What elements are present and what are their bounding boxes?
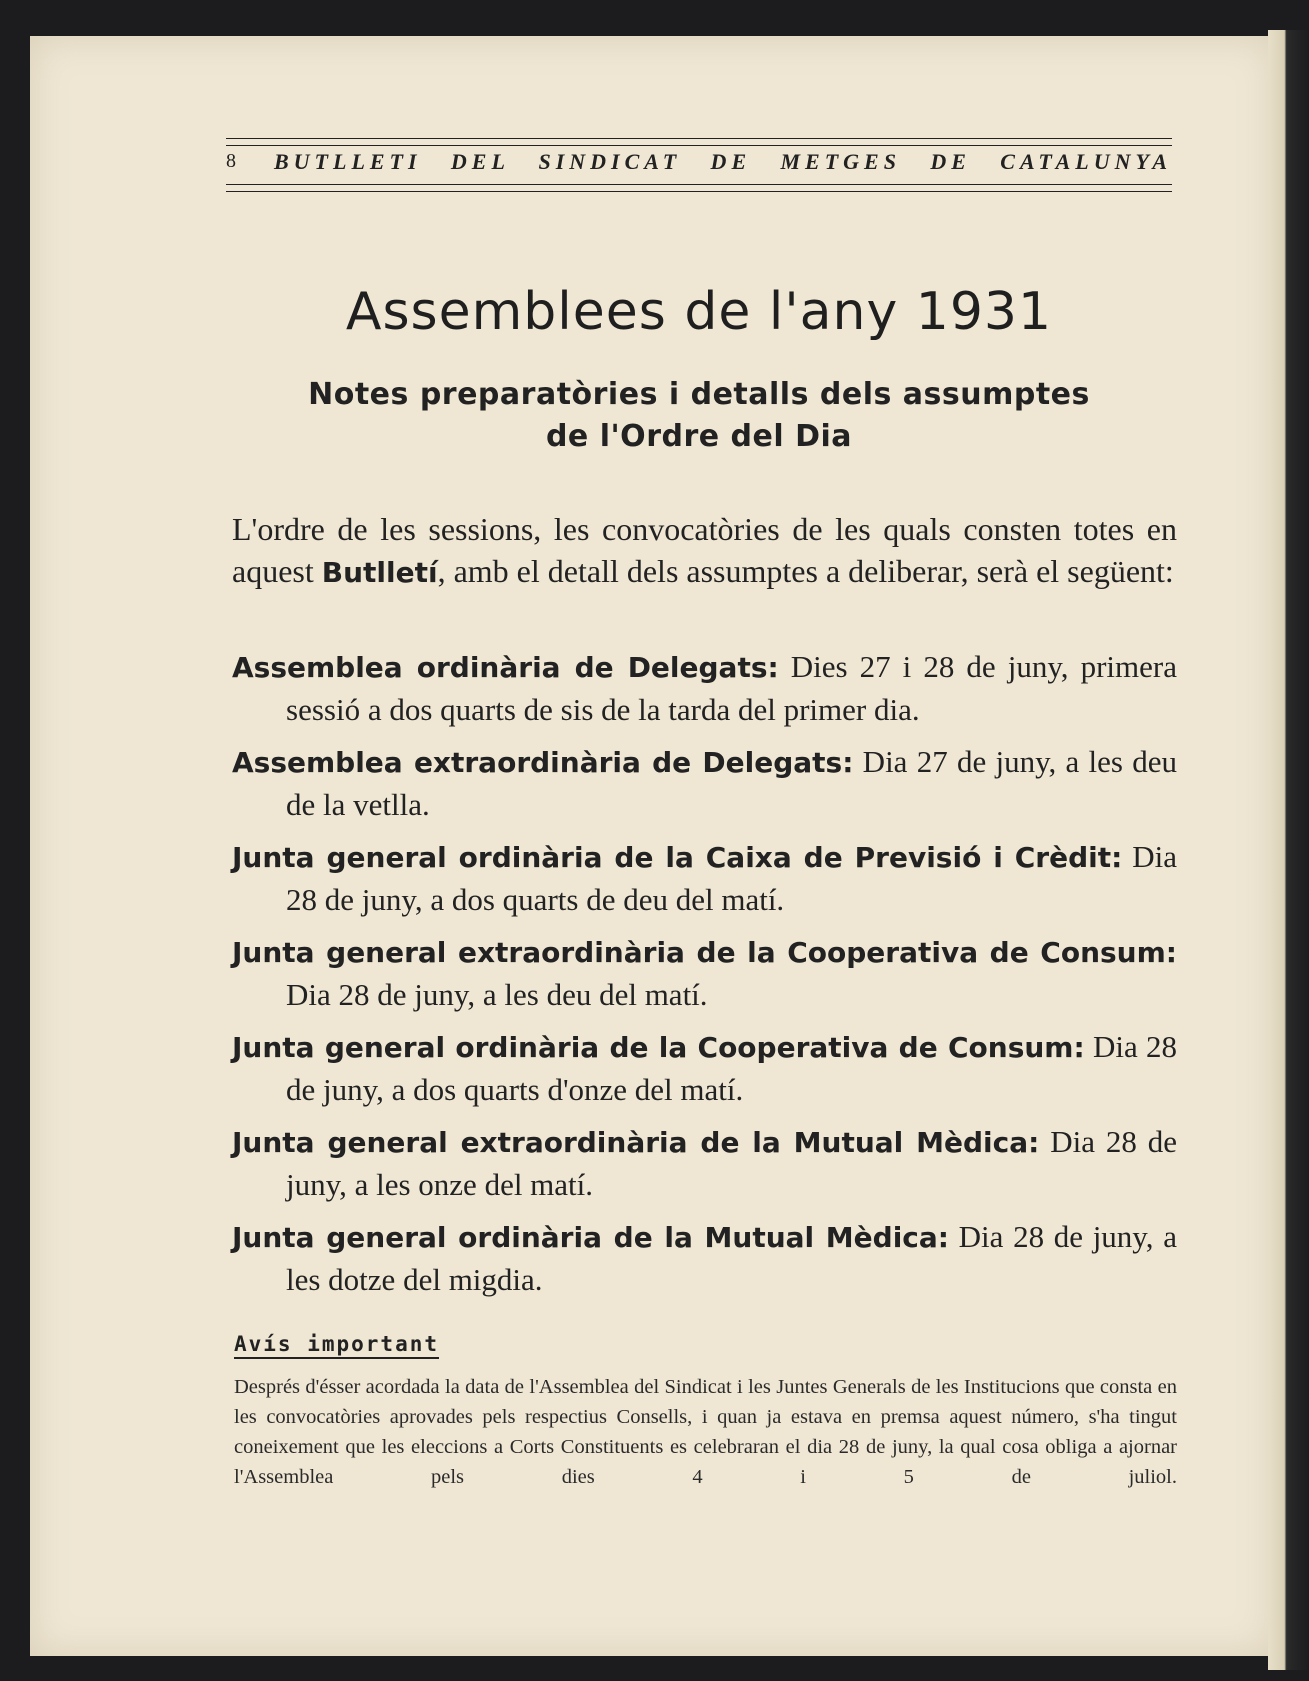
agenda-item: [232, 1026, 1177, 1111]
intro-text-end: , amb el detall dels assumptes a deliberar, serà el següent:: [437, 553, 1174, 589]
intro-text-start: L'ordre de les sessions, les convocatòries de les quals consten totes en aquest: [232, 511, 1177, 589]
article-title: Assemblees de l'any 1931: [345, 282, 1053, 342]
page-number: 8: [226, 150, 236, 172]
article-subtitle: [226, 374, 1172, 458]
agenda-item-title: Assemblea ordinària de Delegats:: [232, 651, 779, 684]
agenda-list: [232, 646, 1177, 1311]
agenda-item: [232, 836, 1177, 921]
subtitle-line-1: Notes preparatòries i detalls dels assumptes: [308, 377, 1090, 412]
header-rule-top: [226, 138, 1172, 146]
agenda-item: [232, 1121, 1177, 1206]
intro-paragraph: [232, 508, 1177, 594]
agenda-item-title: Junta general ordinària de la Mutual Mèdica:: [232, 1221, 949, 1254]
agenda-item: [232, 931, 1177, 1016]
agenda-item-detail: Dia 28 de juny, a les deu del matí.: [286, 977, 708, 1012]
agenda-item: [232, 646, 1177, 731]
agenda-item-detail: Dies 27 i 28 de juny, primera sessió a dos quarts de sis de la tarda del primer dia.: [286, 649, 1177, 727]
intro-bold-term: Butlletí: [321, 556, 438, 589]
running-header: [226, 138, 1172, 196]
agenda-item-detail: Dia 28 de juny, a dos quarts d'onze del matí.: [286, 1029, 1177, 1107]
notice-heading: Avís important: [234, 1332, 439, 1359]
agenda-item-detail: Dia 28 de juny, a dos quarts de deu del matí.: [286, 839, 1177, 917]
agenda-item: [232, 741, 1177, 826]
notice-paragraph: Després d'ésser acordada la data de l'Assemblea del Sindicat i les Juntes Generals de les Institucions que consta en les convocatòries aprovades pels respectius Consells, i quan ja estava en premsa aquest número, s'ha tingut coneixement que les eleccions a Corts Constituents es celebraran el dia 28 de juny, la qual cosa obliga a ajornar l'Assemblea pels dies 4 i 5 de juliol.: [234, 1376, 1177, 1488]
agenda-item-title: Junta general ordinària de la Caixa de Previsió i Crèdit:: [232, 841, 1123, 874]
agenda-item-title: Junta general extraordinària de la Cooperativa de Consum:: [232, 936, 1177, 969]
header-rule-bottom: [226, 184, 1172, 192]
agenda-item: [232, 1216, 1177, 1301]
agenda-item-detail: Dia 28 de juny, a les dotze del migdia.: [286, 1219, 1177, 1297]
agenda-item-title: Junta general ordinària de la Cooperativa de Consum:: [232, 1031, 1085, 1064]
agenda-item-title: Assemblea extraordinària de Delegats:: [232, 746, 854, 779]
agenda-item-detail: Dia 28 de juny, a les onze del matí.: [286, 1124, 1177, 1202]
running-title: BUTLLETI DEL SINDICAT DE METGES DE CATALUNYA: [274, 149, 1172, 174]
agenda-item-title: Junta general extraordinària de la Mutual Mèdica:: [232, 1126, 1040, 1159]
agenda-item-detail: Dia 27 de juny, a les deu de la vetlla.: [286, 744, 1177, 822]
subtitle-line-2: de l'Ordre del Dia: [545, 419, 853, 454]
page-edge: [1268, 30, 1309, 1670]
